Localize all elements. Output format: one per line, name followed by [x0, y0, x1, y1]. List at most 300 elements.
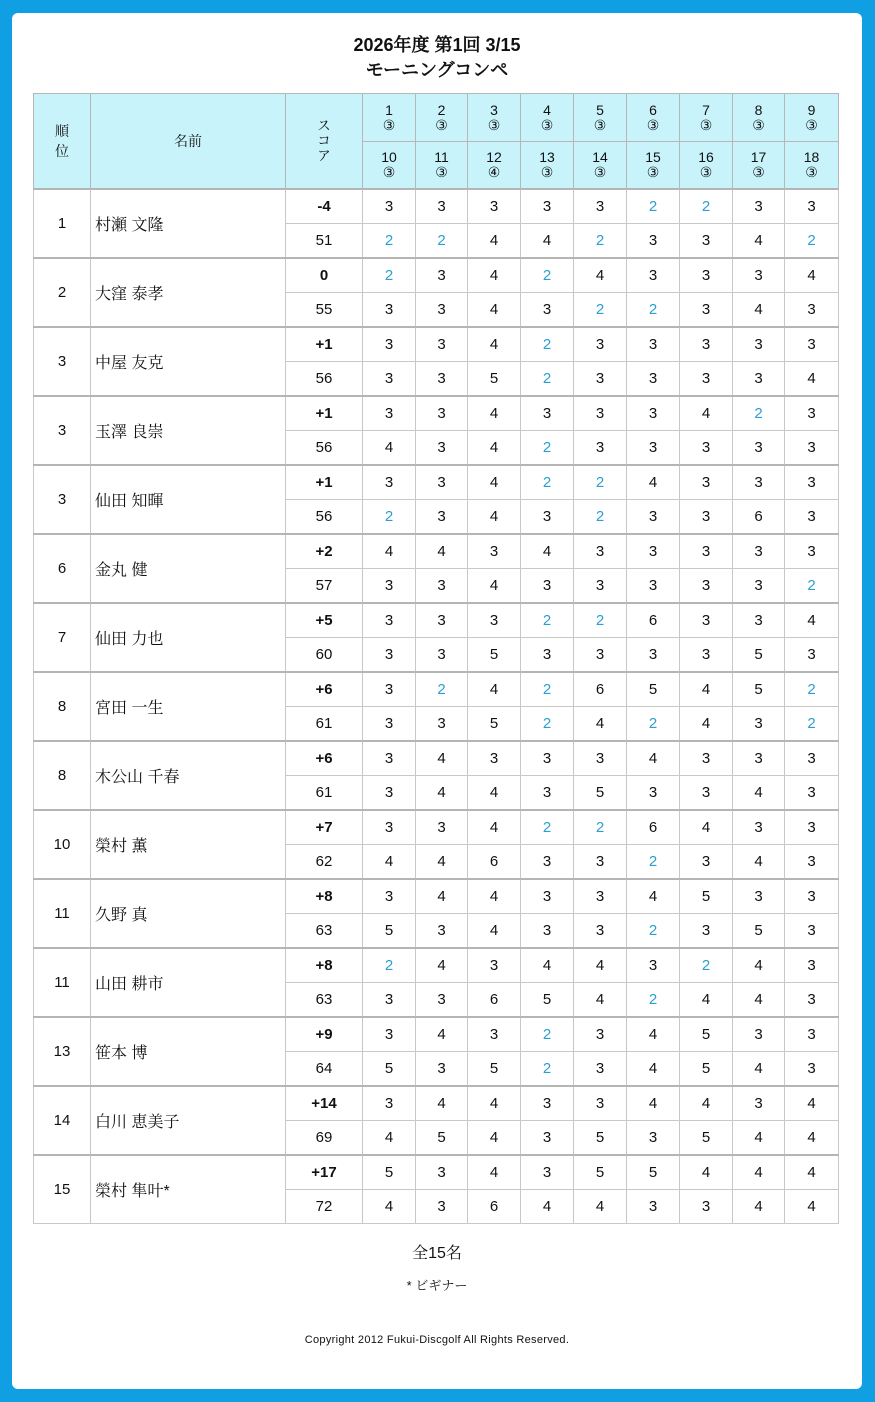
hole-par: ③	[382, 116, 396, 133]
hole-par: ③	[646, 116, 660, 133]
hole-score: 4	[785, 1120, 839, 1155]
player-total-score: 72	[286, 1189, 363, 1223]
hole-score: 3	[680, 327, 733, 362]
hole-score: 3	[785, 982, 839, 1017]
hole-score: 3	[363, 465, 416, 500]
hole-score: 3	[574, 879, 627, 914]
hole-score: 4	[363, 430, 416, 465]
player-rank: 1	[34, 189, 91, 258]
hole-score: 3	[363, 189, 416, 224]
player-total-score: 56	[286, 430, 363, 465]
hole-score: 3	[521, 1086, 574, 1121]
hole-par: ③	[646, 163, 660, 180]
player-name: 榮村 薫	[91, 810, 286, 879]
player-rank: 3	[34, 327, 91, 396]
hole-score: 3	[733, 258, 785, 293]
hole-score: 3	[733, 603, 785, 638]
hole-score: 4	[733, 1189, 785, 1223]
hole-score: 5	[468, 1051, 521, 1086]
hole-score: 4	[363, 844, 416, 879]
hole-score: 2	[521, 672, 574, 707]
hole-score: 2	[521, 1051, 574, 1086]
hole-score: 3	[627, 568, 680, 603]
player-name: 金丸 健	[91, 534, 286, 603]
hole-score: 3	[521, 568, 574, 603]
hole-score: 4	[468, 223, 521, 258]
player-rank: 6	[34, 534, 91, 603]
hole-score: 3	[521, 1155, 574, 1190]
hole-score: 3	[733, 1086, 785, 1121]
hole-score: 3	[416, 327, 468, 362]
hole-number: 8	[754, 101, 763, 118]
hole-score: 3	[680, 844, 733, 879]
hole-score: 2	[785, 672, 839, 707]
hole-score: 3	[785, 775, 839, 810]
hole-header-11	[416, 142, 468, 189]
hole-par: ③	[540, 116, 554, 133]
hole-score: 4	[416, 1017, 468, 1052]
title-line-2: モーニングコンペ	[365, 60, 509, 80]
hole-score: 3	[574, 1051, 627, 1086]
player-name: 宮田 一生	[91, 672, 286, 741]
hole-score: 3	[416, 1051, 468, 1086]
scoreboard-table	[33, 93, 839, 1224]
hole-score: 2	[363, 499, 416, 534]
player-total-score: 55	[286, 292, 363, 327]
hole-score: 2	[574, 499, 627, 534]
hole-score: 5	[680, 1017, 733, 1052]
hole-score: 3	[680, 637, 733, 672]
hole-header-7	[680, 94, 733, 142]
player-total-score: 56	[286, 361, 363, 396]
hole-number: 16	[698, 148, 714, 165]
hole-score: 2	[521, 327, 574, 362]
hole-score: 2	[521, 361, 574, 396]
hole-score: 3	[574, 396, 627, 431]
hole-score: 3	[785, 189, 839, 224]
hole-score: 4	[680, 672, 733, 707]
hole-score: 3	[416, 465, 468, 500]
hole-score: 5	[627, 672, 680, 707]
hole-score: 3	[785, 637, 839, 672]
hole-header-14	[574, 142, 627, 189]
hole-number: 14	[592, 148, 608, 165]
hole-number: 3	[490, 101, 498, 118]
hole-score: 3	[627, 361, 680, 396]
hole-score: 3	[680, 499, 733, 534]
hole-score: 4	[468, 430, 521, 465]
hole-score: 3	[416, 706, 468, 741]
hole-score: 3	[416, 637, 468, 672]
hole-score: 3	[785, 534, 839, 569]
hole-score: 3	[627, 258, 680, 293]
player-rank: 8	[34, 741, 91, 810]
hole-score: 3	[627, 637, 680, 672]
hole-score: 5	[680, 879, 733, 914]
hole-score: 5	[468, 706, 521, 741]
hole-score: 2	[627, 706, 680, 741]
hole-score: 3	[416, 396, 468, 431]
hole-score: 4	[574, 1189, 627, 1223]
hole-score: 4	[468, 327, 521, 362]
player-rank: 11	[34, 948, 91, 1017]
hole-score: 3	[627, 1189, 680, 1223]
hole-score: 3	[363, 637, 416, 672]
hole-score: 3	[785, 879, 839, 914]
hole-par: ③	[805, 116, 818, 133]
hole-score: 4	[627, 1017, 680, 1052]
hole-score: 2	[521, 1017, 574, 1052]
player-total-score: 61	[286, 706, 363, 741]
hole-score: 3	[574, 637, 627, 672]
hole-score: 3	[468, 189, 521, 224]
hole-score: 3	[416, 1189, 468, 1223]
hole-score: 6	[468, 1189, 521, 1223]
hole-score: 3	[416, 810, 468, 845]
hole-score: 2	[416, 223, 468, 258]
player-relative-score: +2	[286, 534, 363, 569]
hole-score: 4	[468, 672, 521, 707]
hole-number: 4	[543, 101, 551, 118]
hole-score: 4	[521, 948, 574, 983]
player-total-score: 63	[286, 982, 363, 1017]
hole-score: 3	[785, 499, 839, 534]
player-row-front	[34, 1155, 839, 1190]
hole-score: 3	[680, 292, 733, 327]
hole-header-16	[680, 142, 733, 189]
hole-header-15	[627, 142, 680, 189]
player-total-score: 60	[286, 637, 363, 672]
hole-score: 3	[416, 361, 468, 396]
hole-score: 3	[468, 534, 521, 569]
player-name: 笹本 博	[91, 1017, 286, 1086]
hole-score: 3	[363, 982, 416, 1017]
hole-score: 5	[574, 1155, 627, 1190]
hole-score: 3	[733, 189, 785, 224]
hole-score: 3	[627, 396, 680, 431]
hole-score: 4	[627, 741, 680, 776]
hole-score: 3	[680, 223, 733, 258]
hole-score: 3	[416, 258, 468, 293]
hole-score: 3	[680, 603, 733, 638]
hole-score: 3	[733, 327, 785, 362]
hole-score: 3	[680, 568, 733, 603]
hole-par: ③	[382, 163, 396, 180]
title-line-1: 2026年度 第1回 3/15	[353, 35, 521, 55]
player-rank: 7	[34, 603, 91, 672]
hole-score: 3	[733, 1017, 785, 1052]
player-relative-score: +1	[286, 327, 363, 362]
hole-score: 3	[574, 534, 627, 569]
hole-score: 4	[680, 706, 733, 741]
hole-score: 3	[733, 568, 785, 603]
hole-score: 3	[627, 327, 680, 362]
player-count: 全15名	[412, 1245, 462, 1262]
hole-header-12	[468, 142, 521, 189]
hole-score: 3	[574, 189, 627, 224]
hole-header-3	[468, 94, 521, 142]
hole-header-4	[521, 94, 574, 142]
player-total-score: 69	[286, 1120, 363, 1155]
hole-score: 2	[574, 292, 627, 327]
hole-score: 3	[521, 637, 574, 672]
hole-score: 3	[363, 361, 416, 396]
player-row-front	[34, 189, 839, 224]
hole-score: 3	[785, 810, 839, 845]
hole-number: 13	[539, 148, 555, 165]
hole-score: 4	[680, 810, 733, 845]
player-relative-score: +7	[286, 810, 363, 845]
player-rank: 2	[34, 258, 91, 327]
hole-score: 3	[785, 465, 839, 500]
hole-score: 3	[416, 982, 468, 1017]
player-row-front	[34, 1086, 839, 1121]
hole-par: ③	[435, 116, 448, 133]
hole-score: 4	[785, 1155, 839, 1190]
hole-header-10	[363, 142, 416, 189]
hole-score: 2	[521, 258, 574, 293]
hole-score: 3	[363, 396, 416, 431]
hole-number: 12	[486, 148, 502, 165]
hole-score: 3	[521, 189, 574, 224]
hole-score: 3	[363, 672, 416, 707]
hole-score: 4	[416, 741, 468, 776]
player-relative-score: +5	[286, 603, 363, 638]
hole-score: 2	[574, 810, 627, 845]
hole-score: 4	[627, 1086, 680, 1121]
player-total-score: 51	[286, 223, 363, 258]
player-row-front	[34, 879, 839, 914]
hole-score: 3	[468, 1017, 521, 1052]
hole-score: 3	[627, 223, 680, 258]
hole-par: ③	[752, 163, 765, 180]
player-row-front	[34, 741, 839, 776]
hole-score: 4	[733, 1120, 785, 1155]
hole-score: 3	[680, 775, 733, 810]
hole-score: 5	[468, 361, 521, 396]
hole-score: 2	[680, 189, 733, 224]
hole-score: 4	[733, 948, 785, 983]
hole-score: 5	[468, 637, 521, 672]
hole-score: 4	[416, 1086, 468, 1121]
hole-par: ③	[593, 163, 607, 180]
player-row-front	[34, 1017, 839, 1052]
hole-score: 6	[468, 844, 521, 879]
player-rank: 11	[34, 879, 91, 948]
hole-score: 3	[733, 741, 785, 776]
player-row-front	[34, 948, 839, 983]
player-rank: 13	[34, 1017, 91, 1086]
hole-score: 4	[785, 258, 839, 293]
hole-score: 3	[574, 1017, 627, 1052]
hole-score: 3	[627, 948, 680, 983]
hole-score: 3	[785, 396, 839, 431]
hole-par: ③	[593, 116, 607, 133]
hole-score: 6	[627, 603, 680, 638]
hole-score: 3	[416, 603, 468, 638]
hole-score: 2	[416, 672, 468, 707]
hole-score: 2	[521, 706, 574, 741]
hole-score: 3	[627, 499, 680, 534]
hole-score: 5	[680, 1120, 733, 1155]
hole-number: 9	[807, 101, 816, 118]
hole-score: 4	[785, 603, 839, 638]
hole-score: 2	[363, 223, 416, 258]
hole-score: 3	[733, 706, 785, 741]
player-row-front	[34, 396, 839, 431]
hole-header-6	[627, 94, 680, 142]
hole-number: 6	[649, 101, 657, 118]
hole-score: 2	[363, 948, 416, 983]
hole-score: 4	[468, 1155, 521, 1190]
hole-score: 4	[733, 223, 785, 258]
hole-score: 3	[574, 1086, 627, 1121]
player-total-score: 64	[286, 1051, 363, 1086]
hole-score: 6	[574, 672, 627, 707]
hole-score: 2	[574, 223, 627, 258]
hole-score: 3	[416, 292, 468, 327]
hole-score: 4	[416, 775, 468, 810]
hole-header-8	[733, 94, 785, 142]
hole-score: 4	[468, 499, 521, 534]
hole-score: 4	[785, 1189, 839, 1223]
hole-score: 3	[785, 913, 839, 948]
hole-score: 2	[627, 292, 680, 327]
player-total-score: 63	[286, 913, 363, 948]
hole-score: 4	[416, 948, 468, 983]
hole-score: 4	[680, 396, 733, 431]
hole-score: 4	[733, 844, 785, 879]
score-card	[12, 13, 862, 1389]
hole-score: 3	[363, 706, 416, 741]
hole-score: 3	[468, 603, 521, 638]
player-relative-score: +1	[286, 396, 363, 431]
hole-score: 4	[680, 1155, 733, 1190]
hole-score: 3	[363, 741, 416, 776]
hole-par: ③	[699, 116, 713, 133]
hole-header-9	[785, 94, 839, 142]
hole-score: 3	[574, 327, 627, 362]
hole-score: 3	[785, 1051, 839, 1086]
hole-score: 3	[363, 1086, 416, 1121]
player-row-front	[34, 258, 839, 293]
hole-score: 3	[680, 534, 733, 569]
hole-score: 3	[521, 499, 574, 534]
player-relative-score: +6	[286, 672, 363, 707]
hole-score: 3	[521, 292, 574, 327]
player-rank: 8	[34, 672, 91, 741]
hole-score: 4	[468, 775, 521, 810]
hole-score: 4	[468, 879, 521, 914]
hole-score: 4	[468, 258, 521, 293]
hole-score: 3	[468, 948, 521, 983]
player-name: 大窪 泰孝	[91, 258, 286, 327]
hole-par: ③	[752, 116, 765, 133]
hole-score: 4	[521, 1189, 574, 1223]
hole-score: 5	[363, 913, 416, 948]
hole-score: 2	[627, 982, 680, 1017]
hole-score: 3	[733, 430, 785, 465]
hole-header-2	[416, 94, 468, 142]
hole-score: 2	[627, 844, 680, 879]
hole-score: 5	[627, 1155, 680, 1190]
hole-score: 4	[468, 396, 521, 431]
player-row-front	[34, 465, 839, 500]
hole-number: 10	[381, 148, 397, 165]
hole-score: 3	[785, 430, 839, 465]
player-relative-score: +8	[286, 948, 363, 983]
hole-par: ③	[699, 163, 713, 180]
player-row-front	[34, 534, 839, 569]
player-name: 仙田 知暉	[91, 465, 286, 534]
hole-score: 4	[574, 258, 627, 293]
hole-score: 3	[416, 568, 468, 603]
player-rank: 14	[34, 1086, 91, 1155]
hole-score: 5	[733, 913, 785, 948]
hole-score: 2	[521, 465, 574, 500]
hole-score: 3	[416, 1155, 468, 1190]
hole-score: 5	[363, 1051, 416, 1086]
player-relative-score: +9	[286, 1017, 363, 1052]
hole-score: 4	[468, 292, 521, 327]
hole-score: 3	[363, 810, 416, 845]
hole-score: 6	[733, 499, 785, 534]
hole-number: 7	[702, 101, 710, 118]
hole-score: 3	[627, 1120, 680, 1155]
hole-score: 3	[627, 775, 680, 810]
hole-score: 3	[363, 1017, 416, 1052]
hole-score: 4	[468, 465, 521, 500]
hole-score: 5	[574, 1120, 627, 1155]
hole-par: ③	[540, 163, 554, 180]
hole-score: 3	[521, 741, 574, 776]
hole-score: 4	[468, 913, 521, 948]
hole-score: 3	[521, 879, 574, 914]
hole-score: 3	[680, 1189, 733, 1223]
hole-score: 3	[785, 292, 839, 327]
hole-score: 5	[416, 1120, 468, 1155]
hole-number: 11	[434, 148, 449, 165]
hole-number: 5	[596, 101, 604, 118]
hole-score: 3	[627, 430, 680, 465]
player-name: 仙田 力也	[91, 603, 286, 672]
hole-score: 4	[468, 1086, 521, 1121]
hole-score: 3	[416, 430, 468, 465]
hole-score: 3	[785, 948, 839, 983]
beginner-note: * ビギナー	[406, 1278, 468, 1293]
hole-score: 5	[680, 1051, 733, 1086]
hole-score: 3	[363, 879, 416, 914]
player-row-front	[34, 603, 839, 638]
page-title	[12, 33, 862, 83]
hole-header-1	[363, 94, 416, 142]
hole-score: 3	[680, 741, 733, 776]
player-name: 玉澤 良崇	[91, 396, 286, 465]
player-total-score: 56	[286, 499, 363, 534]
hole-score: 5	[733, 672, 785, 707]
hole-number: 1	[385, 101, 393, 118]
hole-score: 3	[521, 775, 574, 810]
hole-score: 3	[416, 189, 468, 224]
hole-score: 4	[733, 775, 785, 810]
hole-score: 3	[680, 430, 733, 465]
hole-score: 2	[574, 603, 627, 638]
hole-header-18	[785, 142, 839, 189]
hole-score: 3	[680, 258, 733, 293]
hole-par: ③	[487, 116, 501, 133]
hole-score: 2	[785, 568, 839, 603]
hole-score: 2	[785, 706, 839, 741]
